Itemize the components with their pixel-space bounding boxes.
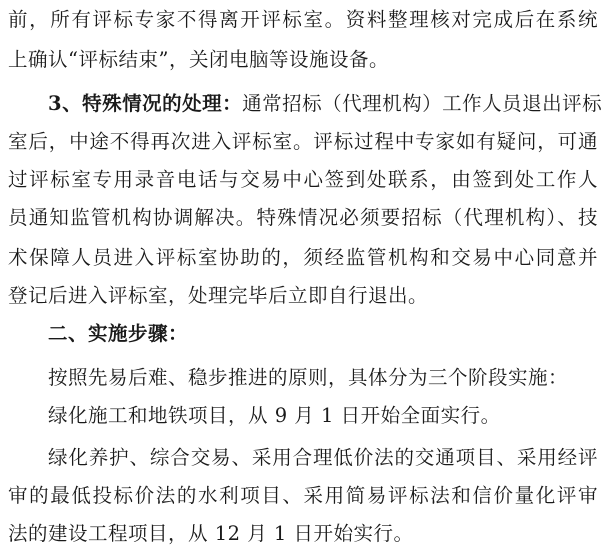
paragraph-line	[48, 92, 603, 118]
paragraph-line: 登记后进入评标室，处理完毕后立即自行退出。	[8, 284, 429, 307]
paragraph-line: 法的建设工程项目，从 12 月 1 日开始实行。	[8, 522, 414, 545]
paragraph-text: 通常招标（代理机构）工作人员退出评标	[242, 92, 603, 115]
paragraph-line: 过评标室专用录音电话与交易中心签到处联系，由签到处工作人	[8, 168, 598, 191]
section-heading: 二、实施步骤：	[48, 322, 189, 345]
paragraph-line: 前，所有评标专家不得离开评标室。资料整理核对完成后在系统	[8, 8, 598, 31]
paragraph-line: 绿化养护、综合交易、采用合理低价法的交通项目、采用经评	[48, 446, 598, 469]
subsection-heading: 3、特殊情况的处理：	[48, 92, 243, 115]
paragraph-line: 室后，中途不得再次进入评标室。评标过程中专家如有疑问，可通	[8, 130, 598, 153]
paragraph-line: 按照先易后难、稳步推进的原则，具体分为三个阶段实施：	[48, 366, 569, 389]
paragraph-line: 术保障人员进入评标室协助的，须经监管机构和交易中心同意并	[8, 246, 598, 269]
paragraph-line: 绿化施工和地铁项目，从 9 月 1 日开始全面实行。	[48, 404, 501, 427]
paragraph-line: 上确认“评标结束”，关闭电脑等设施设备。	[8, 48, 389, 71]
paragraph-line: 员通知监管机构协调解决。特殊情况必须要招标（代理机构）、技	[8, 206, 598, 229]
paragraph-line: 审的最低投标价法的水利项目、采用简易评标法和信价量化评审	[8, 484, 598, 507]
